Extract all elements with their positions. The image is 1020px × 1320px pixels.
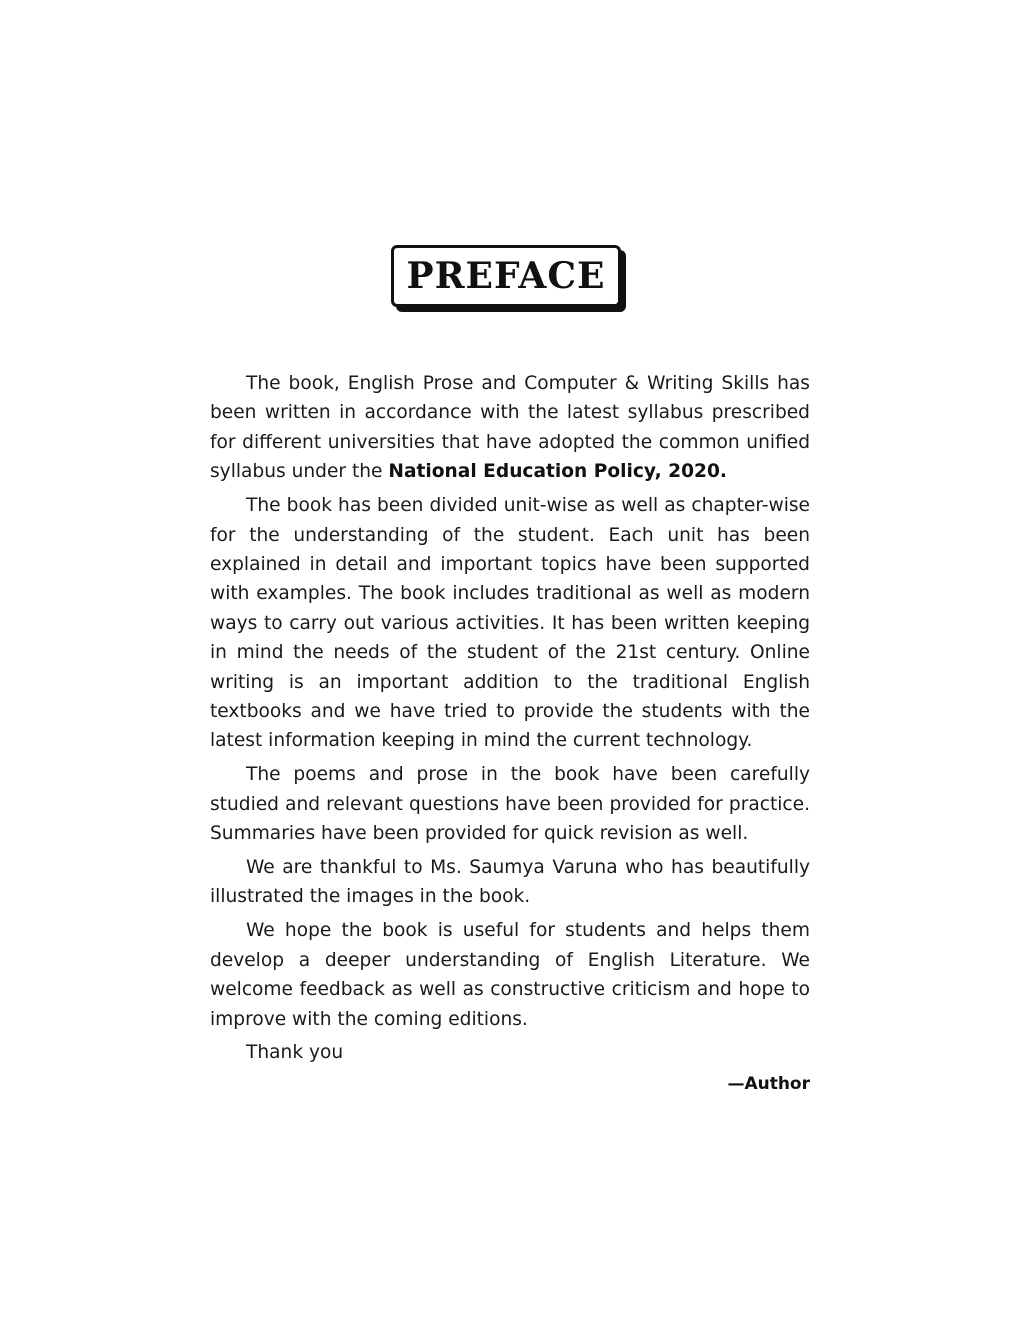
page-title: PREFACE [406,255,606,297]
paragraph-thanks: Thank you [246,1042,344,1064]
paragraph-intro-text: The book, English Prose and Computer & Writing Skills has been written in accordance with the latest syllabus prescribed for different universities that have adopted the common unified syllabus under the [210,373,810,483]
preface-body [210,369,810,1072]
paragraph-hope: We hope the book is useful for students and helps them develop a deeper understanding of English Literature. We welcome feedback as well as constructive criticism and hope to improve with the coming editions. [210,920,810,1030]
policy-emphasis: National Education Policy, 2020. [388,461,727,483]
paragraph-structure: The book has been divided unit-wise as well as chapter-wise for the understanding of the student. Each unit has been explained in detail and important topics have been supported with examples. The book includes traditional as well as modern ways to carry out various activities. It has been written keeping in mind the needs of the student of the 21st century. Online writing is an important addition to the traditional English textbooks and we have tried to provide the students with the latest information keeping in mind the current technology. [210,495,810,752]
paragraph-acknowledgement: We are thankful to Ms. Saumya Varuna who has beautifully illustrated the images in the book. [210,857,810,908]
preface-heading-box [391,245,621,307]
author-signature: —Author [727,1074,810,1094]
paragraph-practice: The poems and prose in the book have been carefully studied and relevant questions have been provided for practice. Summaries have been provided for quick revision as well. [210,764,810,845]
paragraph-intro [210,369,810,487]
